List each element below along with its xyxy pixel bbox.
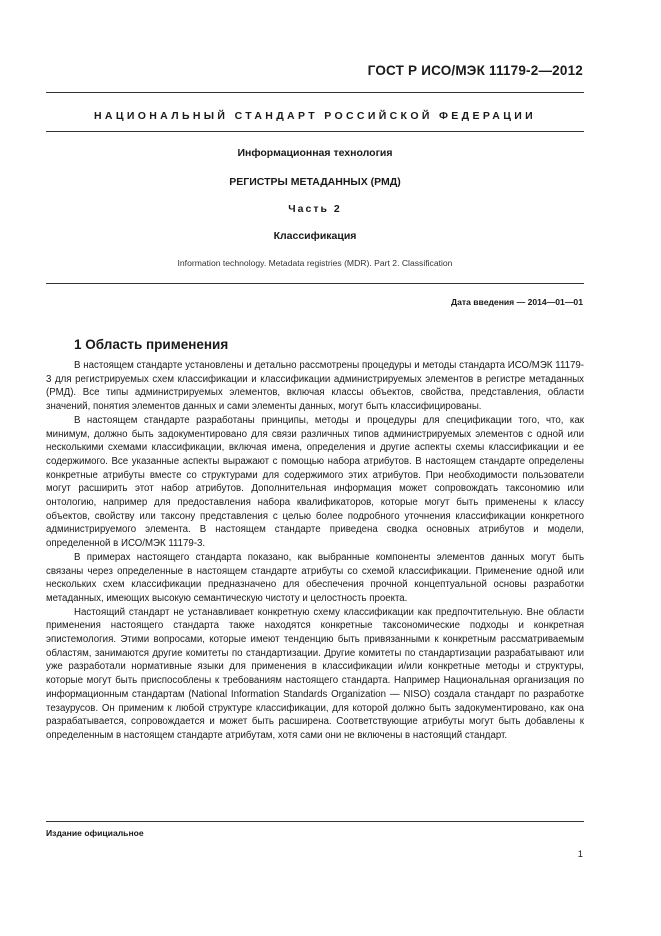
title-line-2: РЕГИСТРЫ МЕТАДАННЫХ (РМД) bbox=[229, 176, 401, 188]
part-label: Часть 2 bbox=[288, 203, 342, 215]
english-title: Information technology. Metadata registries (MDR). Part 2. Classification bbox=[177, 258, 453, 268]
footer-rule bbox=[46, 821, 584, 822]
introduction-date: Дата введения — 2014—01—01 bbox=[450, 297, 583, 307]
edition-label: Издание официальное bbox=[46, 828, 144, 838]
page-number: 1 bbox=[577, 849, 583, 860]
section-heading: 1 Область применения bbox=[74, 337, 229, 352]
document-code: ГОСТ Р ИСО/МЭК 11179-2—2012 bbox=[367, 63, 583, 78]
paragraph-4: Настоящий стандарт не устанавливает конкретную схему классификации как предпочтительную. Вне области применения настоящего стандарта также находятся конкретные таксономические подходы и конкретная эпистемология. Этими вопросами, которые имеют тенденцию быть привязанными к конкретным рассматриваемым областям, занимаются другие комитеты по стандартизации. Другие комитеты по стандартизации разрабатывают или уже разработали нормативные языки для применения в классификации и/или конкретные методы и структуры, которые могут быть приспособлены к требованиям настоящего стандарта. Например Национальная организация по информационным стандартам (National Information Standards Organization — NISO) создала стандарт по разработке тезаурусов. Он применим к любой структуре классификации, для которой должно быть задокументировано, как она разрабатывается, сопровождается и может быть расширена. Соответствующие атрибуты могут быть добавлены к определенным в настоящем стандарте атрибутам, хотя сами они не включены в настоящий стандарт. bbox=[46, 606, 584, 741]
subtitle: Классификация bbox=[273, 230, 357, 242]
header-rule bbox=[46, 92, 584, 93]
banner-rule bbox=[46, 131, 584, 132]
title-rule bbox=[46, 283, 584, 284]
paragraph-3: В примерах настоящего стандарта показано, как выбранные компоненты элементов данных могут быть связаны через определенные в настоящем стандарте атрибуты со схемой классификации. Применение одной или нескольких схем классификации предназначено для обеспечения прочной концептуальной основы разработки метаданных, имеющих высокую семантическую чистоту и целостность проекта. bbox=[46, 551, 584, 604]
title-line-1: Информационная технология bbox=[237, 147, 393, 159]
paragraph-1: В настоящем стандарте установлены и детально рассмотрены процедуры и методы стандарта ИСО/МЭК 11179-3 для регистрируемых схем классификации и классификации администрируемых элементов в регистре метаданных (РМД). Все типы администрируемых элементов, включая классы объектов, свойства, представления, области значений, понятия элементов данных и сами элементы данных, могут быть классифицированы. bbox=[46, 360, 584, 413]
section-body bbox=[46, 359, 584, 743]
national-standard-banner: НАЦИОНАЛЬНЫЙ СТАНДАРТ РОССИЙСКОЙ ФЕДЕРАЦИИ bbox=[93, 110, 537, 122]
paragraph-2: В настоящем стандарте разработаны принципы, методы и процедуры для спецификации того, что, как минимум, должно быть задокументировано для связи различных типов администрируемых элементов с одной или несколькими схемами классификации, включая имена, определения и другие аспекты схемы классификации и ее содержимого. Все указанные аспекты выражают с помощью набора атрибутов. В настоящем стандарте определены конкретные атрибуты вместе со структурами для содержимого этих атрибутов. При необходимости пользователи могут расширить этот набор атрибутов. Дополнительная информация может сопровождать таксономию или онтологию, например для предоставления набора квалификаторов, которые могут быть применены к классу объектов, свойству или таксону представления с целью более подробного уточнения классификации конкретного администрируемого элемента. В настоящем стандарте приведена сводка основных атрибутов и модели, определенной в ИСО/МЭК 11179-3. bbox=[46, 414, 584, 550]
